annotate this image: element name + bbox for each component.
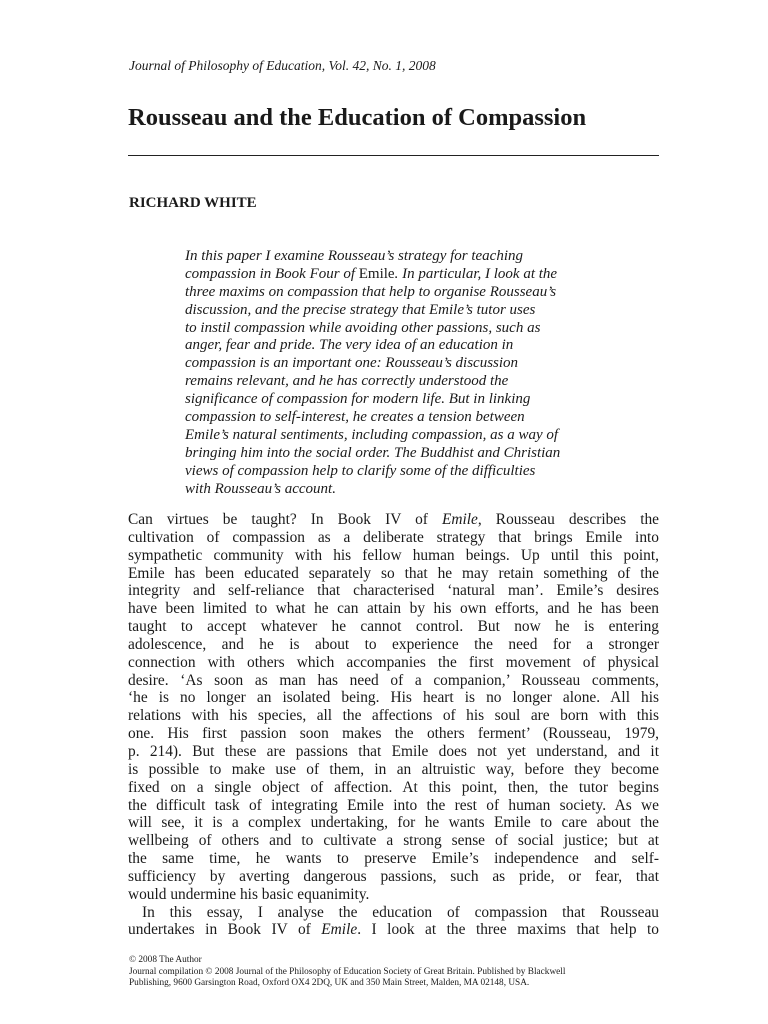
body-line: wellbeing of others and to cultivate a strong sense of social justice; but at (128, 832, 659, 850)
body-line: is possible to make use of them, in an altruistic way, before they become (128, 760, 659, 778)
text-segment: . In particular, I look at the (394, 265, 558, 282)
text-segment: . I look at the three maxims that help to (357, 921, 659, 939)
abstract-line: with Rousseau’s account. (185, 480, 336, 497)
text-segment: undertakes in Book IV of (128, 921, 322, 939)
copyright-footer (129, 955, 565, 990)
abstract-line: compassion is an important one: Rousseau’s discussion (185, 355, 519, 372)
body-line: will see, it is a complex undertaking, for he wants Emile to care about the (128, 814, 659, 832)
text-segment: Can virtues be taught? In Book IV of (128, 511, 442, 528)
body-line: integrity and self-reliance that characterised ‘natural man’. Emile’s desires (128, 582, 659, 600)
body-line: relations with his species, all the affections of his soul are born with this (128, 707, 659, 725)
body-line: connection with others which accompanies the first movement of physical (128, 653, 659, 671)
body-line (128, 511, 659, 529)
text-segment: compassion in Book Four of (185, 265, 359, 282)
book-title: Emile (358, 265, 395, 282)
abstract-line: In this paper I examine Rousseau’s strategy for teaching (185, 248, 524, 264)
body-line: would undermine his basic equanimity. (128, 885, 370, 903)
abstract-line: discussion, and the precise strategy that Emile’s tutor uses (185, 301, 536, 318)
abstract-line: significance of compassion for modern life. But in linking (185, 391, 531, 408)
abstract-line: bringing him into the social order. The Buddhist and Christian (185, 444, 561, 461)
abstract-line: compassion to self-interest, he creates a tension between (185, 409, 525, 426)
body-line: the same time, he wants to preserve Emile’s independence and self- (128, 850, 659, 868)
abstract-line: Emile’s natural sentiments, including compassion, as a way of (185, 426, 559, 443)
body-line: p. 214). But these are passions that Emile does not yet understand, and it (128, 742, 659, 760)
abstract-line (185, 266, 655, 284)
body-line: In this essay, I analyse the education of compassion that Rousseau (142, 903, 659, 921)
book-title: Emile (321, 921, 358, 939)
article-title: Rousseau and the Education of Compassion (128, 104, 587, 131)
body-line: Emile has been educated separately so that he may retain something of the (128, 564, 659, 582)
body-line: have been limited to what he can attain by his own efforts, and he has been (128, 600, 659, 618)
body-line: desire. ‘As soon as man has need of a companion,’ Rousseau comments, (128, 671, 659, 689)
footer-line: © 2008 The Author (129, 955, 202, 965)
body-line: sympathetic community with his fellow human beings. Up until this point, (128, 546, 659, 564)
title-rule (128, 155, 659, 156)
body-line: cultivation of compassion as a deliberate strategy that brings Emile into (128, 528, 659, 546)
abstract-line: remains relevant, and he has correctly understood the (185, 373, 509, 390)
author-name: RICHARD WHITE (129, 195, 257, 211)
body-line: fixed on a single object of affection. At this point, then, the tutor begins (128, 778, 659, 796)
body-line: sufficiency by averting dangerous passions, such as pride, or fear, that (128, 867, 659, 885)
body-line: ‘he is no longer an isolated being. His heart is no longer alone. All his (128, 689, 659, 707)
text-segment: , Rousseau describes the (477, 511, 659, 528)
abstract-line: to instil compassion while avoiding other passions, such as (185, 319, 541, 336)
journal-citation: Journal of Philosophy of Education, Vol. 42, No. 1, 2008 (129, 58, 436, 73)
footer-line: Publishing, 9600 Garsington Road, Oxford OX4 2DQ, UK and 350 Main Street, Malden, MA 02148, USA. (129, 978, 530, 989)
body-text (128, 511, 659, 939)
body-line: one. His first passion soon makes the others ferment’ (Rousseau, 1979, (128, 725, 659, 743)
abstract-line: anger, fear and pride. The very idea of an education in (185, 337, 514, 354)
book-title: Emile (441, 511, 478, 528)
body-line: taught to accept whatever he cannot control. But now he is entering (128, 618, 659, 636)
footer-line: Journal compilation © 2008 Journal of the Philosophy of Education Society of Great Britain. Published by Blackwell (129, 966, 566, 977)
body-line (128, 921, 659, 939)
abstract-line: three maxims on compassion that help to organise Rousseau’s (185, 283, 557, 300)
abstract-line: views of compassion help to clarify some of the difficulties (185, 462, 536, 479)
body-line: adolescence, and he is about to experience the need for a stronger (128, 635, 659, 653)
abstract (185, 248, 655, 498)
body-line: the difficult task of integrating Emile into the rest of human society. As we (128, 796, 659, 814)
